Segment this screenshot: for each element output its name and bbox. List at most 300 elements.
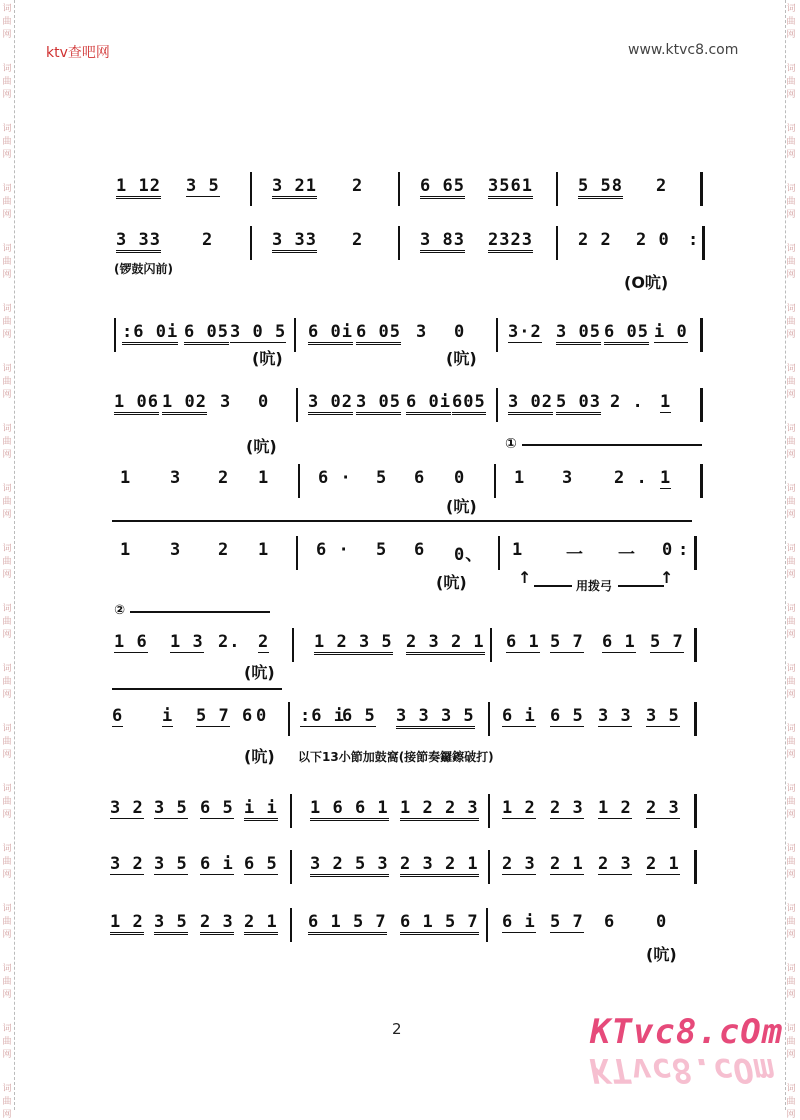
barline	[694, 794, 697, 828]
note-group: 3 3	[598, 706, 632, 726]
performance-note: 以下13小節加鼓窩(接節奏鑼鑔破打)	[298, 750, 494, 764]
note-group: 6	[414, 540, 426, 560]
note-group: 2 1	[550, 854, 584, 874]
watermark-char: 网	[2, 990, 12, 1000]
note-group: 2 0	[636, 230, 670, 250]
bracket-line	[112, 520, 692, 522]
watermark-char: 曲	[786, 317, 796, 327]
barline	[298, 464, 300, 498]
watermark-char: 曲	[786, 137, 796, 147]
watermark-char: 词	[786, 124, 796, 134]
note-group: 6	[112, 706, 124, 726]
note-group: 5 03	[556, 392, 601, 415]
watermark-char: 词	[2, 664, 12, 674]
up-arrow-icon: ↑	[518, 568, 532, 587]
lyric: (吭)	[646, 945, 677, 964]
watermark-char: 词	[786, 784, 796, 794]
note-group: 0	[662, 540, 674, 560]
watermark-char: 网	[2, 510, 12, 520]
watermark-char: 词	[786, 724, 796, 734]
note-group: 1	[120, 540, 132, 560]
note-group: 3 2 5 3	[310, 854, 389, 877]
note-group: 5 7	[550, 912, 584, 932]
watermark-char: 曲	[2, 17, 12, 27]
bracket-line	[534, 585, 572, 587]
lyric: (吭)	[436, 573, 467, 592]
note-group: 6 1 5 7	[400, 912, 479, 935]
watermark-char: 词	[2, 184, 12, 194]
watermark-char: 曲	[2, 557, 12, 567]
watermark-char: 网	[786, 930, 796, 940]
barline	[296, 536, 298, 570]
note-group: 3 5	[154, 854, 188, 874]
watermark-char: 网	[786, 1050, 796, 1060]
watermark-char: 曲	[786, 617, 796, 627]
watermark-char: 曲	[2, 317, 12, 327]
watermark-char: 网	[786, 990, 796, 1000]
watermark-char: 词	[786, 4, 796, 14]
watermark-char: 网	[786, 870, 796, 880]
repeat-sign: :	[678, 540, 690, 560]
note-group: 3 02	[308, 392, 353, 415]
note-group: 6 05	[604, 322, 649, 345]
note-group: 1 12	[116, 176, 161, 199]
note-group: 5 7	[196, 706, 230, 726]
barline	[488, 702, 490, 736]
note-group: 0	[656, 912, 668, 932]
note-group: 一	[566, 545, 584, 565]
score-row-11	[110, 904, 710, 944]
site-logo-reflection: KTvc8.cOm	[590, 1050, 775, 1090]
note-group: 6 05	[184, 322, 229, 345]
watermark-char: 词	[2, 244, 12, 254]
note-group: 3	[416, 322, 428, 342]
note-group: 1 2	[110, 912, 144, 935]
note-group: 3 0 5	[230, 322, 287, 342]
note-group: 2	[352, 176, 364, 196]
note-group: 0、	[454, 545, 484, 565]
watermark-char: 曲	[786, 257, 796, 267]
watermark-char: 词	[2, 64, 12, 74]
watermark-char: 曲	[786, 917, 796, 927]
note-group: 3	[562, 468, 574, 488]
note-group: 1 2 3 5	[314, 632, 393, 655]
watermark-char: 网	[2, 810, 12, 820]
watermark-char: 词	[786, 424, 796, 434]
barline	[556, 226, 558, 260]
watermark-char: 曲	[2, 677, 12, 687]
note-group: 2	[218, 468, 230, 488]
score-row-6	[110, 532, 710, 572]
watermark-char: 曲	[786, 377, 796, 387]
lyric: (O吭)	[624, 273, 669, 292]
note-group: 6 ·	[318, 468, 352, 488]
note-group: 2 3	[550, 798, 584, 818]
watermark-char: 网	[2, 570, 12, 580]
score-row-1	[110, 168, 710, 208]
barline	[290, 794, 292, 828]
note-group: 6 5	[550, 706, 584, 726]
barline	[494, 464, 496, 498]
note-group: 1 2	[502, 798, 536, 818]
note-group: 3561	[488, 176, 533, 199]
note-group: 2	[258, 632, 270, 652]
watermark-char: 词	[786, 544, 796, 554]
note-group: 6 0i	[406, 392, 451, 415]
watermark-char: 网	[2, 390, 12, 400]
barline	[250, 226, 252, 260]
watermark-char: 网	[2, 1050, 12, 1060]
watermark-char: 网	[786, 450, 796, 460]
note-group: :6 i	[300, 706, 345, 726]
note-group: 6	[242, 706, 254, 726]
bracket-line	[130, 611, 270, 613]
note-group: 1	[258, 540, 270, 560]
watermark-char: 词	[2, 4, 12, 14]
watermark-char: 曲	[786, 1097, 796, 1107]
score-row-8	[110, 698, 710, 738]
bow-note: 用拨弓	[576, 579, 613, 593]
watermark-char: 网	[786, 90, 796, 100]
note-group: 3 33	[272, 230, 317, 253]
barline	[488, 850, 490, 884]
note-group: 3 05	[556, 322, 601, 345]
note-group: 3	[170, 468, 182, 488]
watermark-char: 词	[2, 784, 12, 794]
watermark-char: 网	[2, 330, 12, 340]
note-group: 1 06	[114, 392, 159, 415]
watermark-char: 词	[786, 844, 796, 854]
barline	[702, 226, 705, 260]
watermark-char: 词	[786, 64, 796, 74]
watermark-char: 曲	[2, 257, 12, 267]
note-group: 3 21	[272, 176, 317, 199]
note-group: 6	[414, 468, 426, 488]
note-group: 1 02	[162, 392, 207, 415]
watermark-char: 网	[2, 870, 12, 880]
note-group: 3 83	[420, 230, 465, 253]
score-row-3	[110, 314, 710, 354]
watermark-char: 网	[786, 570, 796, 580]
note-group: 1	[258, 468, 270, 488]
bracket-line	[618, 585, 664, 587]
note-group: 6 1	[506, 632, 540, 652]
lyric: (吭)	[246, 437, 277, 456]
note-group: 3 5	[154, 798, 188, 818]
note-group: 6 i	[200, 854, 234, 874]
bracket-line	[112, 688, 282, 690]
watermark-char: 曲	[786, 77, 796, 87]
watermark-char: 网	[786, 150, 796, 160]
watermark-char: 词	[786, 304, 796, 314]
note-group: 6 0i	[308, 322, 353, 345]
note-group: 6 5	[342, 706, 376, 726]
note-group: 5 58	[578, 176, 623, 199]
lyric: (吭)	[446, 497, 477, 516]
watermark-char: 词	[2, 484, 12, 494]
watermark-char: 网	[786, 630, 796, 640]
site-logo: KTvc8.cOm	[590, 1012, 784, 1052]
watermark-char: 曲	[786, 437, 796, 447]
note-group: 3 05	[356, 392, 401, 415]
row-2-note: (锣鼓闪前)	[114, 262, 173, 276]
watermark-char: 词	[2, 304, 12, 314]
note-group: 1 6	[114, 632, 148, 652]
watermark-char: 词	[2, 904, 12, 914]
lyric: (吭)	[446, 349, 477, 368]
note-group: 0	[454, 322, 466, 342]
note-group: i i	[244, 798, 278, 821]
watermark-char: 词	[2, 364, 12, 374]
barline	[294, 318, 296, 352]
score-row-7	[110, 624, 710, 664]
barline	[290, 850, 292, 884]
note-group: 2 3	[646, 798, 680, 818]
watermark-char: 曲	[2, 137, 12, 147]
note-group: 3 2	[110, 854, 144, 874]
barline	[694, 536, 697, 570]
note-group: 2 1	[244, 912, 278, 935]
note-group: i 0	[654, 322, 688, 342]
watermark-char: 词	[2, 544, 12, 554]
watermark-char: 网	[2, 270, 12, 280]
lyric: (吭)	[244, 663, 275, 682]
watermark-char: 曲	[786, 497, 796, 507]
note-group: 1 2 2 3	[400, 798, 479, 821]
note-group: 6 5	[200, 798, 234, 818]
barline	[398, 172, 400, 206]
barline	[496, 318, 498, 352]
watermark-char: 词	[2, 724, 12, 734]
note-group: 5	[376, 468, 388, 488]
note-group: 3·2	[508, 322, 542, 342]
note-group: 5 7	[650, 632, 684, 652]
watermark-char: 曲	[2, 617, 12, 627]
watermark-char: 网	[2, 930, 12, 940]
barline	[296, 388, 298, 422]
watermark-char: 曲	[786, 797, 796, 807]
watermark-char: 词	[786, 664, 796, 674]
note-group: 1	[660, 392, 672, 412]
note-group: 6 ·	[316, 540, 350, 560]
note-group: 2 3 2 1	[400, 854, 479, 877]
barline	[488, 794, 490, 828]
watermark-char: 词	[786, 1084, 796, 1094]
note-group: 6 1 5 7	[308, 912, 387, 935]
note-group: 5 7	[550, 632, 584, 652]
barline	[694, 628, 697, 662]
note-group: 2323	[488, 230, 533, 253]
note-group: 3 5	[154, 912, 188, 935]
note-group: 6 i	[502, 912, 536, 932]
note-group: 3 02	[508, 392, 553, 415]
watermark-char: 词	[2, 1084, 12, 1094]
watermark-char: 网	[2, 630, 12, 640]
note-group: 2 3	[200, 912, 234, 935]
note-group: 一	[618, 545, 636, 565]
bracket-line	[522, 444, 702, 446]
note-group: 2 2	[578, 230, 612, 250]
note-group: 0	[256, 706, 268, 726]
watermark-char: 词	[2, 964, 12, 974]
note-group: 3 3 3 5	[396, 706, 475, 729]
note-group: 1 2	[598, 798, 632, 818]
note-group: 2	[352, 230, 364, 250]
watermark-char: 词	[2, 1024, 12, 1034]
watermark-char: 词	[786, 244, 796, 254]
note-group: 2	[218, 540, 230, 560]
site-url[interactable]: www.ktvc8.com	[628, 42, 739, 58]
watermark-char: 曲	[2, 437, 12, 447]
barline	[694, 850, 697, 884]
watermark-char: 词	[786, 484, 796, 494]
note-group: 3 5	[646, 706, 680, 726]
watermark-char: 曲	[2, 737, 12, 747]
barline	[250, 172, 252, 206]
watermark-char: 曲	[786, 1037, 796, 1047]
score-row-5	[110, 460, 710, 500]
note-group: i	[162, 706, 174, 726]
watermark-char: 网	[786, 810, 796, 820]
note-group: 605	[452, 392, 486, 415]
watermark-char: 曲	[2, 497, 12, 507]
note-group: 0	[258, 392, 270, 412]
lyric: (吭)	[252, 349, 283, 368]
note-group: 3	[170, 540, 182, 560]
note-group: 6 65	[420, 176, 465, 199]
barline	[700, 172, 703, 206]
watermark-char: 词	[2, 604, 12, 614]
watermark-char: 网	[2, 150, 12, 160]
barline	[496, 388, 498, 422]
watermark-char: 网	[786, 510, 796, 520]
note-group: 1	[512, 540, 524, 560]
watermark-char: 曲	[786, 17, 796, 27]
watermark-char: 词	[2, 424, 12, 434]
watermark-char: 网	[786, 270, 796, 280]
note-group: 6 05	[356, 322, 401, 345]
barline	[288, 702, 290, 736]
note-group: 2 .	[614, 468, 648, 488]
barline	[292, 628, 294, 662]
watermark-char: 曲	[2, 197, 12, 207]
barline	[700, 388, 703, 422]
watermark-char: 词	[2, 844, 12, 854]
note-group: 3 5	[186, 176, 220, 196]
note-group: 2 3 2 1	[406, 632, 485, 655]
barline	[700, 318, 703, 352]
watermark-char: 词	[786, 964, 796, 974]
watermark-char: 曲	[786, 557, 796, 567]
watermark-char: 网	[2, 690, 12, 700]
note-group: 2 .	[610, 392, 644, 412]
note-group: 2 3	[502, 854, 536, 874]
up-arrow-icon: ↑	[660, 568, 674, 587]
barline	[556, 172, 558, 206]
watermark-char: 网	[2, 450, 12, 460]
note-group: 1	[514, 468, 526, 488]
section-mark: ②	[114, 603, 126, 618]
watermark-char: 网	[786, 690, 796, 700]
watermark-char: 网	[786, 390, 796, 400]
barline	[490, 628, 492, 662]
watermark-char: 词	[786, 604, 796, 614]
site-name[interactable]: ktv查吧网	[46, 45, 110, 61]
note-group: 6 i	[502, 706, 536, 726]
watermark-char: 网	[2, 90, 12, 100]
watermark-char: 曲	[2, 77, 12, 87]
note-group: 1 3	[170, 632, 204, 652]
barline	[114, 318, 116, 352]
lyric: (吭)	[244, 747, 275, 766]
barline	[290, 908, 292, 942]
barline	[694, 702, 697, 736]
barline	[398, 226, 400, 260]
note-group: 1	[660, 468, 672, 488]
watermark-char: 网	[786, 210, 796, 220]
watermark-char: 曲	[2, 1037, 12, 1047]
note-group: 2 3	[598, 854, 632, 874]
section-mark: ①	[505, 436, 517, 452]
left-watermark-strip	[0, 0, 15, 1110]
note-group: 3 33	[116, 230, 161, 253]
score-row-4	[110, 384, 710, 424]
watermark-char: 曲	[2, 377, 12, 387]
note-group: :6 0i	[122, 322, 178, 345]
watermark-char: 曲	[2, 977, 12, 987]
barline	[486, 908, 488, 942]
watermark-char: 网	[786, 330, 796, 340]
watermark-char: 词	[786, 364, 796, 374]
watermark-char: 词	[786, 1024, 796, 1034]
watermark-char: 网	[2, 30, 12, 40]
watermark-char: 曲	[786, 197, 796, 207]
note-group: 1	[120, 468, 132, 488]
note-group: 6	[604, 912, 616, 932]
watermark-char: 网	[2, 210, 12, 220]
note-group: 6 1	[602, 632, 636, 652]
watermark-char: 曲	[786, 737, 796, 747]
watermark-char: 曲	[786, 677, 796, 687]
note-group: 0	[454, 468, 466, 488]
score-row-10	[110, 846, 710, 886]
note-group: 3 2	[110, 798, 144, 818]
watermark-char: 词	[786, 184, 796, 194]
watermark-char: 网	[786, 1110, 796, 1120]
note-group: 2 1	[646, 854, 680, 874]
note-group: 2.	[218, 632, 241, 652]
watermark-char: 网	[2, 750, 12, 760]
watermark-char: 网	[786, 750, 796, 760]
note-group: 2	[656, 176, 668, 196]
watermark-char: 词	[786, 904, 796, 914]
page-number: 2	[392, 1020, 402, 1038]
barline	[498, 536, 500, 570]
barline	[700, 464, 703, 498]
watermark-char: 网	[786, 30, 796, 40]
note-group: 5	[376, 540, 388, 560]
note-group: 2	[202, 230, 214, 250]
watermark-char: 曲	[2, 797, 12, 807]
right-watermark-strip	[785, 0, 800, 1110]
watermark-char: 曲	[786, 977, 796, 987]
score-row-2	[110, 222, 710, 262]
note-group: 3	[220, 392, 232, 412]
note-group: 1 6 6 1	[310, 798, 389, 821]
watermark-char: 网	[2, 1110, 12, 1120]
score-row-9	[110, 790, 710, 830]
watermark-char: 曲	[2, 1097, 12, 1107]
